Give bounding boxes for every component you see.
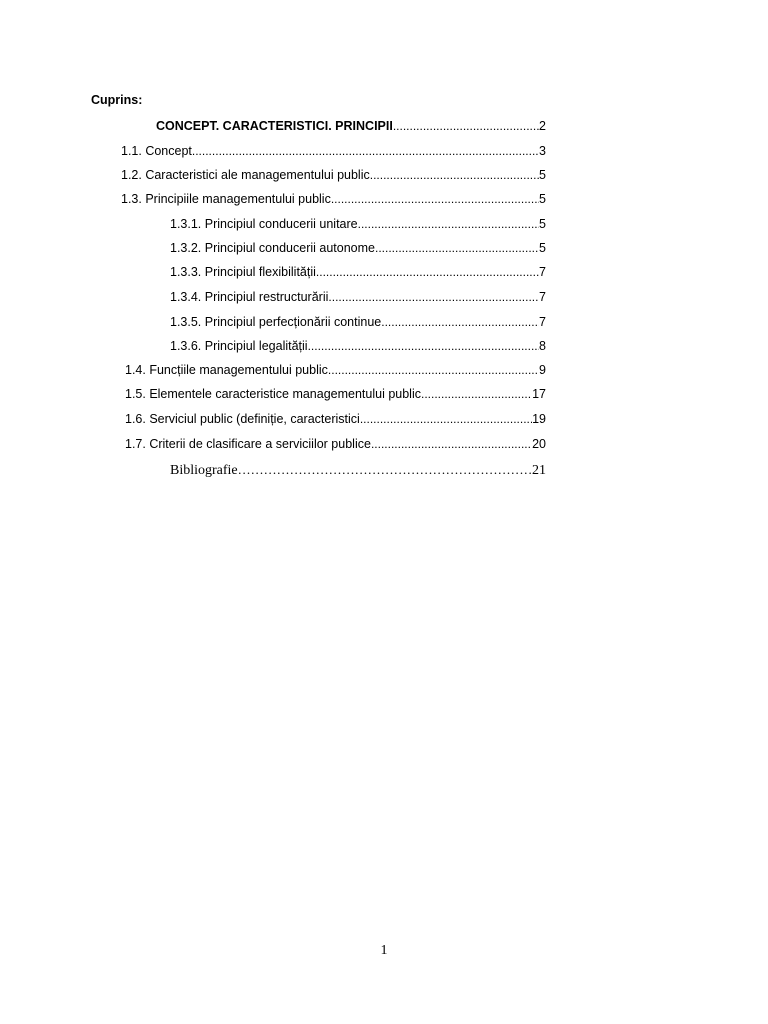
toc-entry-label: 1.3.3. Principiul flexibilității bbox=[170, 265, 316, 279]
toc-entry-1-3-6[interactable] bbox=[170, 337, 546, 355]
toc-entry-page-number: 5 bbox=[539, 241, 546, 255]
toc-entry-page-number: 5 bbox=[539, 217, 546, 231]
toc-entry-1-2[interactable] bbox=[121, 166, 546, 184]
toc-entry-label: 1.3.4. Principiul restructurării bbox=[170, 290, 329, 304]
toc-entry-label: 1.6. Serviciul public (definiție, caracteristici bbox=[125, 412, 360, 426]
toc-entry-page-number: 20 bbox=[532, 437, 546, 451]
dot-leader bbox=[192, 142, 539, 160]
toc-entry-page-number: 17 bbox=[532, 387, 546, 401]
toc-entry-label: 1.7. Criterii de clasificare a serviciilor publice bbox=[125, 437, 371, 451]
toc-entry-page-number: 5 bbox=[539, 192, 546, 206]
toc-entry-page-number: 7 bbox=[539, 290, 546, 304]
toc-entry-page-number: 7 bbox=[539, 265, 546, 279]
toc-entry-1-3-1[interactable] bbox=[170, 215, 546, 233]
dot-leader bbox=[358, 215, 539, 233]
dot-leader bbox=[381, 313, 539, 331]
ellipsis-leader bbox=[238, 461, 532, 479]
dot-leader bbox=[328, 288, 539, 306]
footer-page-number: 1 bbox=[380, 943, 388, 958]
toc-entry-page-number: 21 bbox=[532, 463, 546, 478]
dot-leader bbox=[375, 239, 539, 257]
toc-entry-label: 1.3.5. Principiul perfecționării continue bbox=[170, 315, 382, 329]
toc-entry-1-3-2[interactable] bbox=[170, 239, 546, 257]
toc-entry-page-number: 2 bbox=[539, 119, 546, 133]
toc-entry-label: 1.4. Funcțiile managementului public bbox=[125, 363, 328, 377]
toc-entry-label: 1.5. Elementele caracteristice managementului public bbox=[125, 387, 421, 401]
toc-entry-page-number: 19 bbox=[532, 412, 546, 426]
toc-entry-label: 1.1. Concept bbox=[121, 144, 192, 158]
dot-leader bbox=[371, 435, 532, 453]
toc-entry-label: 1.3.6. Principiul legalității bbox=[170, 339, 308, 353]
toc-entry-1-1[interactable] bbox=[121, 142, 546, 160]
toc-entry-chapter[interactable] bbox=[156, 117, 546, 135]
dot-leader bbox=[370, 166, 539, 184]
toc-entry-label: 1.2. Caracteristici ale managementului public bbox=[121, 168, 370, 182]
toc-entry-1-3-4[interactable] bbox=[170, 288, 546, 306]
toc-entry-bibliografie[interactable] bbox=[170, 461, 546, 479]
toc-entry-page-number: 9 bbox=[539, 363, 546, 377]
toc-heading: Cuprins: bbox=[91, 93, 143, 107]
toc-entry-label: CONCEPT. CARACTERISTICI. PRINCIPII bbox=[156, 119, 393, 133]
toc-entry-label: 1.3.2. Principiul conducerii autonome bbox=[170, 241, 375, 255]
toc-entry-1-4[interactable] bbox=[125, 361, 546, 379]
dot-leader bbox=[360, 410, 532, 428]
toc-entry-label: 1.3.1. Principiul conducerii unitare bbox=[170, 217, 358, 231]
toc-entry-label: 1.3. Principiile managementului public bbox=[121, 192, 331, 206]
toc-entry-label: Bibliografie bbox=[170, 463, 238, 478]
toc-entry-page-number: 3 bbox=[539, 144, 546, 158]
dot-leader bbox=[393, 117, 539, 135]
toc-entry-1-3-5[interactable] bbox=[170, 313, 546, 331]
dot-leader bbox=[421, 385, 532, 403]
toc-entry-1-6[interactable] bbox=[125, 410, 546, 428]
toc-entry-page-number: 7 bbox=[539, 315, 546, 329]
toc-entry-page-number: 5 bbox=[539, 168, 546, 182]
dot-leader bbox=[328, 361, 539, 379]
toc-entry-1-7[interactable] bbox=[125, 435, 546, 453]
toc-entry-1-3-3[interactable] bbox=[170, 263, 546, 281]
dot-leader bbox=[316, 263, 539, 281]
toc-entry-1-3[interactable] bbox=[121, 190, 546, 208]
toc-entry-page-number: 8 bbox=[539, 339, 546, 353]
dot-leader bbox=[308, 337, 539, 355]
toc-entry-1-5[interactable] bbox=[125, 385, 546, 403]
dot-leader bbox=[331, 190, 539, 208]
